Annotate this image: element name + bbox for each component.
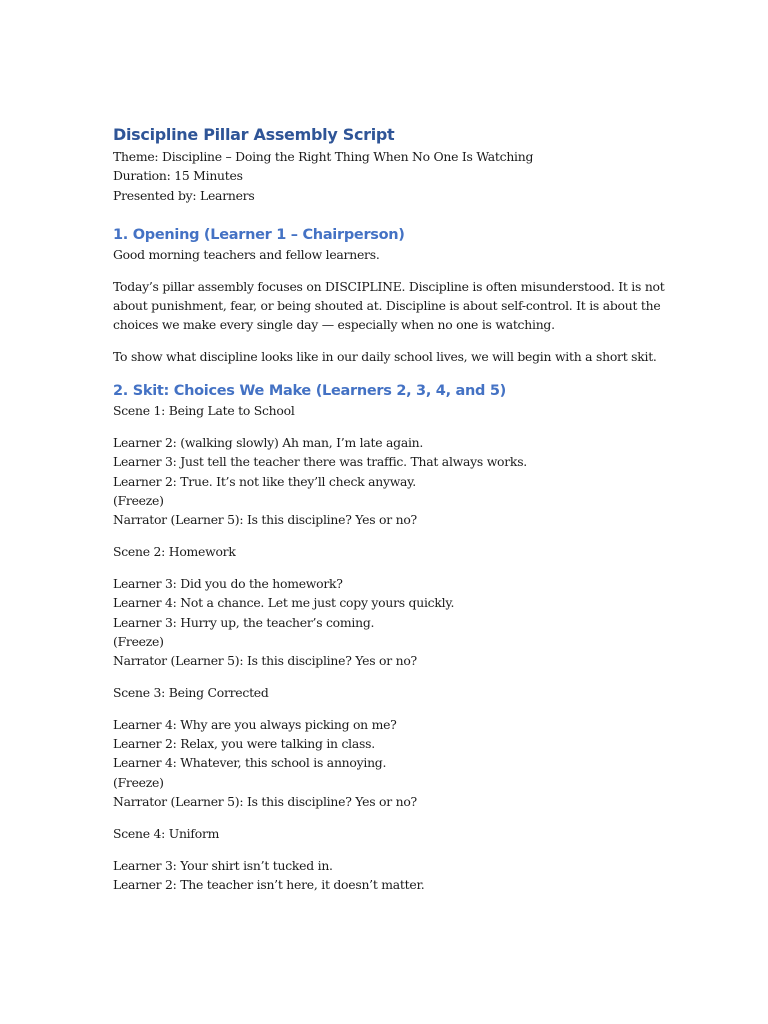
spacer (113, 811, 658, 824)
opening-paragraph-line: Today’s pillar assembly focuses on DISCIPLINE. Discipline is often misunderstood. It is not (113, 278, 665, 294)
opening-paragraph-line: choices we make every single day — especially when no one is watching. (113, 317, 555, 333)
script-line: Learner 3: Hurry up, the teacher’s coming. (113, 614, 375, 630)
spacer (113, 366, 658, 381)
script-line: Narrator (Learner 5): Is this discipline? Yes or no? (113, 653, 417, 669)
spacer (113, 530, 658, 543)
theme-line: Theme: Discipline – Doing the Right Thing When No One Is Watching (113, 149, 534, 164)
spacer (113, 843, 658, 856)
spacer (113, 670, 658, 683)
document-page (113, 124, 665, 894)
scene-title: Scene 2: Homework (113, 544, 236, 560)
presented-by-line: Presented by: Learners (113, 187, 255, 203)
script-line: Narrator (Learner 5): Is this discipline? Yes or no? (113, 512, 417, 528)
section-heading-skit: 2. Skit: Choices We Make (Learners 2, 3, 4, and 5) (113, 383, 507, 400)
section-heading-opening: 1. Opening (Learner 1 – Chairperson) (113, 226, 405, 243)
script-line: Learner 2: (walking slowly) Ah man, I’m late again. (113, 435, 424, 451)
spacer (113, 702, 658, 715)
spacer (113, 421, 658, 434)
script-line: Learner 3: Just tell the teacher there was traffic. That always works. (113, 454, 527, 470)
script-line: Learner 4: Whatever, this school is annoying. (113, 755, 387, 771)
opening-skit-intro: To show what discipline looks like in our daily school lives, we will begin with a short skit. (113, 349, 657, 365)
document-title: Discipline Pillar Assembly Script (113, 125, 395, 144)
opening-paragraph-line: about punishment, fear, or being shouted at. Discipline is about self-control. It is about the (113, 297, 661, 313)
script-line: Narrator (Learner 5): Is this discipline? Yes or no? (113, 793, 417, 809)
script-line: Learner 2: True. It’s not like they’ll check anyway. (113, 473, 416, 489)
scene-title: Scene 4: Uniform (113, 825, 220, 841)
spacer (113, 561, 658, 574)
script-line: Learner 2: Relax, you were talking in class. (113, 736, 375, 752)
script-line: Learner 3: Did you do the homework? (113, 575, 343, 591)
script-line: (Freeze) (113, 493, 164, 509)
opening-greeting: Good morning teachers and fellow learners. (113, 246, 380, 262)
duration-line: Duration: 15 Minutes (113, 168, 243, 184)
scene-title: Scene 1: Being Late to School (113, 403, 295, 419)
scene-title: Scene 3: Being Corrected (113, 684, 269, 700)
script-line: Learner 4: Not a chance. Let me just copy yours quickly. (113, 595, 455, 611)
script-line: Learner 4: Why are you always picking on me? (113, 716, 397, 732)
spacer (113, 264, 658, 277)
script-line: (Freeze) (113, 774, 164, 790)
spacer (113, 335, 658, 348)
script-line: Learner 2: The teacher isn’t here, it doesn’t matter. (113, 876, 425, 892)
script-line: Learner 3: Your shirt isn’t tucked in. (113, 857, 333, 873)
spacer (113, 205, 658, 225)
script-line: (Freeze) (113, 633, 164, 649)
